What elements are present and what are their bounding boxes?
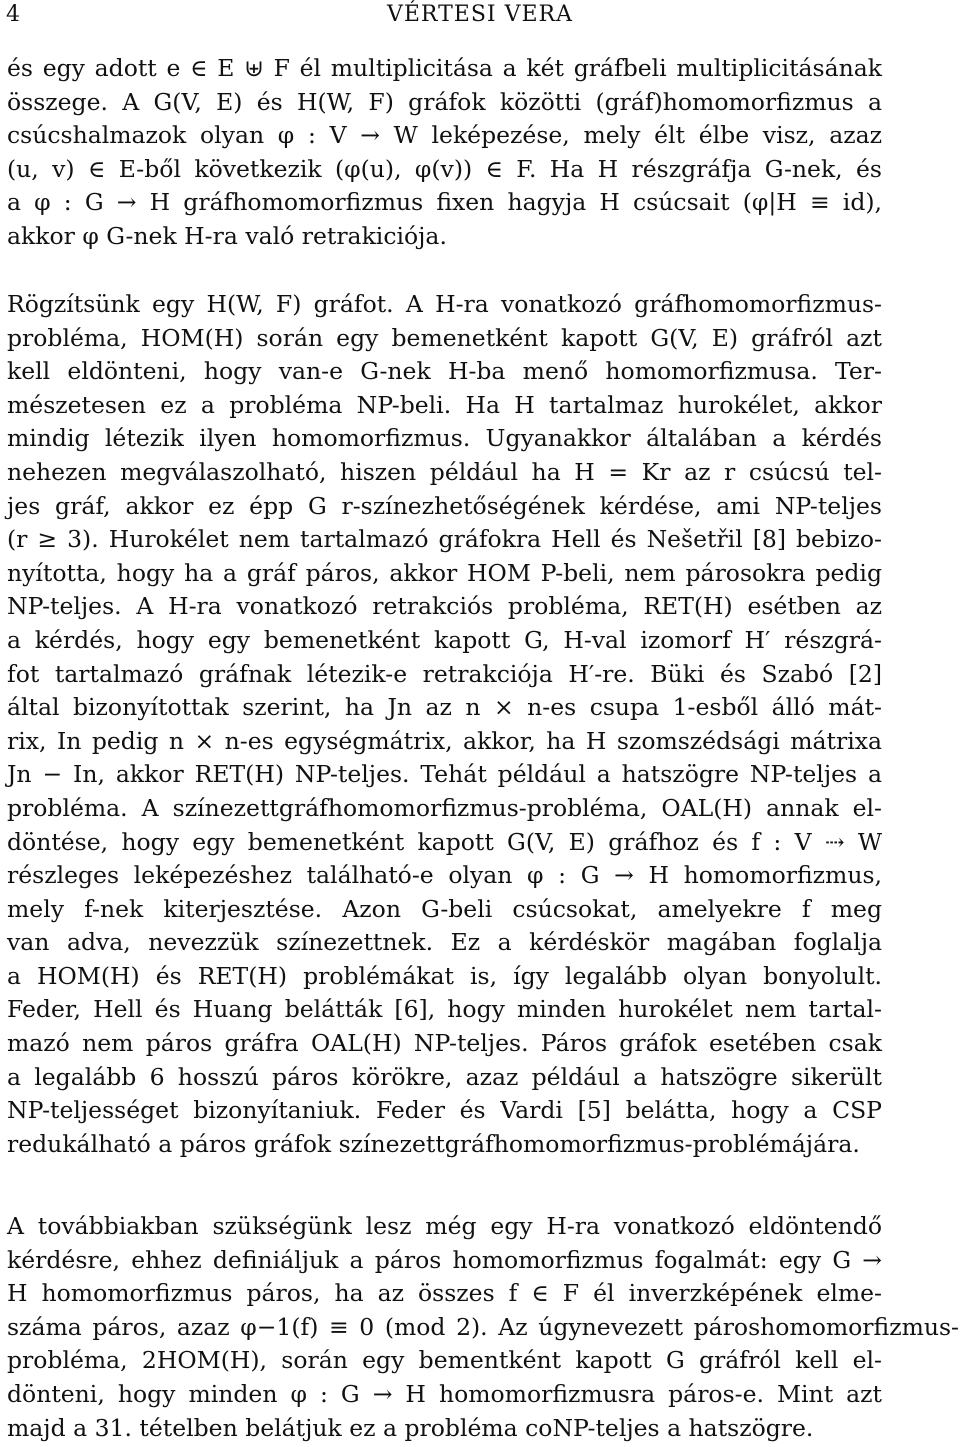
text-line: majd a 31. tételben belátjuk ez a probléma coNP-teljes a hatszögre. [7, 1413, 814, 1442]
text-line: összege. A G(V, E) és H(W, F) gráfok közötti (gráf)homomorfizmus a [7, 87, 882, 116]
text-line: redukálható a páros gráfok színezettgráfhomomorfizmus-problémájára. [7, 1129, 860, 1158]
text-line: nyította, hogy ha a gráf páros, akkor HOM P-beli, nem párosokra pedig [7, 558, 882, 587]
text-line: mely f-nek kiterjesztése. Azon G-beli csúcsokat, amelyekre f meg [7, 894, 882, 923]
text-line: Jn − In, akkor RET(H) NP-teljes. Tehát például a hatszögre NP-teljes a [7, 760, 882, 789]
text-line: Feder, Hell és Huang belátták [6], hogy minden hurokélet nem tartal- [7, 995, 882, 1024]
paragraph-parity-homomorphism [7, 1210, 959, 1445]
paragraph-hom-problem [7, 288, 882, 1161]
page-number: 4 [6, 2, 20, 27]
text-line: fot tartalmazó gráfnak létezik-e retrakciója H′-re. Büki és Szabó [2] [7, 659, 882, 688]
text-line: (u, v) ∈ E-ből következik (φ(u), φ(v)) ∈ F. Ha H részgráfja G-nek, és [7, 154, 882, 183]
text-line: A továbbiakban szükségünk lesz még egy H-ra vonatkozó eldöntendő [7, 1212, 882, 1240]
text-line: van adva, nevezzük színezettnek. Ez a kérdéskör magában foglalja [7, 928, 882, 957]
text-line: által bizonyítottak szerint, ha Jn az n × n-es csupa 1-esből álló mát- [7, 693, 882, 722]
text-line: csúcshalmazok olyan φ : V → W leképezése, mely élt élbe visz, azaz [7, 121, 882, 150]
paragraph-definitions [7, 52, 882, 254]
text-line: a φ : G → H gráfhomomorfizmus fixen hagyja H csúcsait (φ|H ≡ id), [7, 188, 882, 217]
running-title: VÉRTESI VERA [386, 2, 573, 27]
text-line: mazó nem páros gráfra OAL(H) NP-teljes. Páros gráfok esetében csak [7, 1029, 882, 1058]
text-line: rix, In pedig n × n-es egységmátrix, akkor, ha H szomszédsági mátrixa [7, 726, 882, 755]
text-line: Rögzítsünk egy H(W, F) gráfot. A H-ra vonatkozó gráfhomomorfizmus- [7, 290, 882, 318]
text-line: döntése, hogy egy bemenetként kapott G(V, E) gráfhoz és f : V ⇢ W [7, 827, 882, 856]
text-line: mindig létezik ilyen homomorfizmus. Ugyanakkor általában a kérdés [7, 424, 882, 453]
text-line: a legalább 6 hosszú páros körökre, azaz például a hatszögre sikerült [7, 1062, 882, 1091]
text-line: NP-teljességet bizonyítaniuk. Feder és Vardi [5] belátta, hogy a CSP [7, 1096, 882, 1125]
text-line: a HOM(H) és RET(H) problémákat is, így legalább olyan bonyolult. [7, 961, 882, 990]
text-line: probléma. A színezettgráfhomomorfizmus-probléma, OAL(H) annak el- [7, 793, 882, 822]
text-line: a kérdés, hogy egy bemenetként kapott G, H-val izomorf H′ részgrá- [7, 625, 882, 654]
text-line: akkor φ G-nek H-ra való retrakiciója. [7, 221, 447, 250]
text-line: probléma, HOM(H) során egy bemenetként kapott G(V, E) gráfról azt [7, 323, 882, 352]
text-line: jes gráf, akkor ez épp G r-színezhetőségének kérdése, ami NP-teljes [7, 491, 882, 520]
text-line: nehezen megválaszolható, hiszen például ha H = Kr az r csúcsú tel- [7, 457, 882, 486]
text-line: részleges leképezéshez található-e olyan φ : G → H homomorfizmus, [7, 861, 882, 890]
text-line: dönteni, hogy minden φ : G → H homomorfizmusra páros-e. Mint azt [7, 1379, 882, 1408]
page-header [6, 2, 954, 32]
text-line: probléma, 2HOM(H), során egy bementként kapott G gráfról kell el- [7, 1346, 882, 1375]
text-line: kérdésre, ehhez definiáljuk a páros homomorfizmus fogalmát: egy G → [7, 1245, 882, 1274]
text-line: és egy adott e ∈ E ⊎ F él multiplicitása a két gráfbeli multiplicitásának [7, 54, 882, 82]
text-line: (r ≥ 3). Hurokélet nem tartalmazó gráfokra Hell és Nešetřil [8] bebizo- [7, 525, 882, 554]
text-line: NP-teljes. A H-ra vonatkozó retrakciós probléma, RET(H) esétben az [7, 592, 882, 621]
text-line: kell eldönteni, hogy van-e G-nek H-ba menő homomorfizmusa. Ter- [7, 357, 882, 386]
text-line: mészetesen ez a probléma NP-beli. Ha H tartalmaz hurokélet, akkor [7, 390, 882, 419]
text-line: H homomorfizmus páros, ha az összes f ∈ F él inverzképének elme- [7, 1279, 882, 1308]
text-line: száma páros, azaz φ−1(f) ≡ 0 (mod 2). Az úgynevezett pároshomomorfizmus- [7, 1312, 959, 1341]
